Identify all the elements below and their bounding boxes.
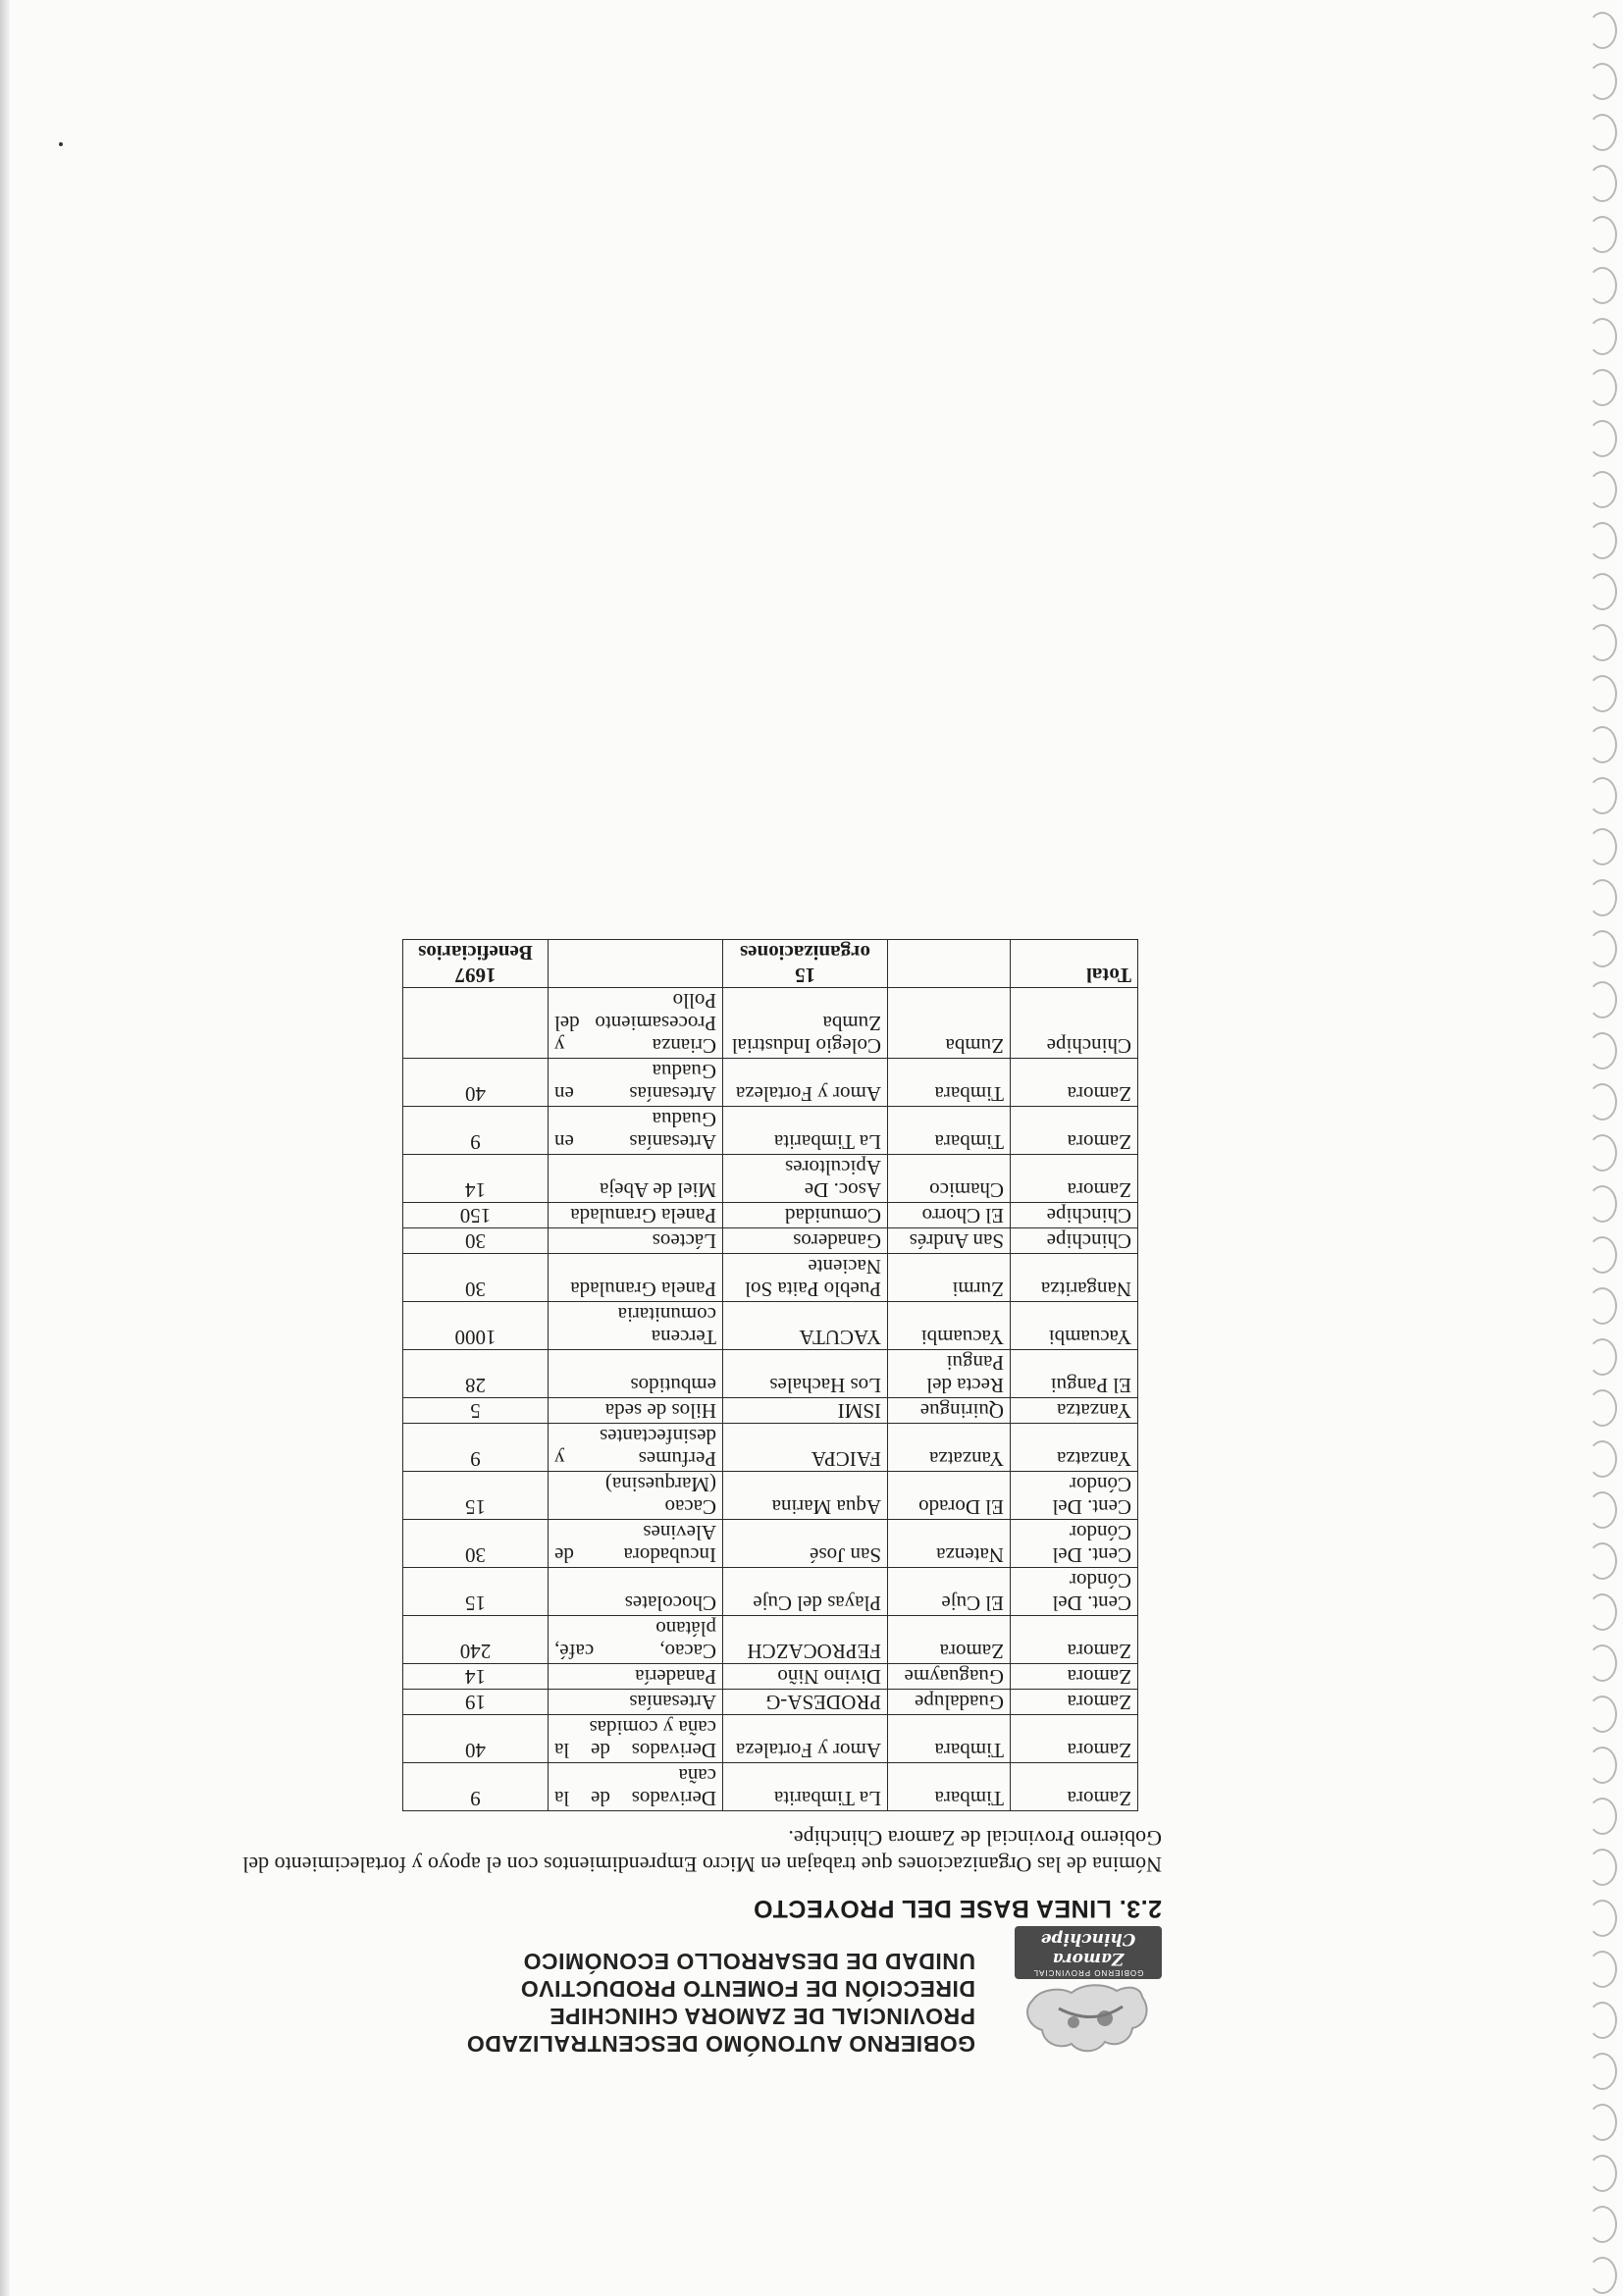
beneficiaries-cell: 9 (403, 1424, 549, 1472)
canton-cell: Chinchipe (1011, 988, 1138, 1059)
parish-cell: Recta del Pangui (888, 1350, 1011, 1398)
beneficiaries-cell: 19 (403, 1690, 549, 1715)
canton-cell: Zamora (1011, 1763, 1138, 1811)
organization-cell: Amor y Fortaleza (723, 1059, 888, 1107)
beneficiaries-cell: 30 (403, 1254, 549, 1302)
canton-cell: Cent. Del Cóndor (1011, 1520, 1138, 1568)
organization-cell: Ganaderos (723, 1228, 888, 1254)
canton-cell: Zamora (1011, 1664, 1138, 1690)
canton-cell: Cent. Del Cóndor (1011, 1568, 1138, 1616)
org-line: PROVINCIAL DE ZAMORA CHINCHIPE (549, 2004, 975, 2029)
product-cell: embutidos (549, 1350, 723, 1398)
canton-cell: Yacuambi (1011, 1302, 1138, 1350)
table-row (403, 1228, 1138, 1254)
table-row (403, 1155, 1138, 1203)
parish-cell: Zamora (888, 1616, 1011, 1664)
table-row (403, 1690, 1138, 1715)
province-logo (1015, 1929, 1162, 2065)
parish-cell: Chamico (888, 1155, 1011, 1203)
organization-cell: La Timbarita (723, 1763, 888, 1811)
product-cell: Artesanías (549, 1690, 723, 1715)
document-content (151, 939, 1162, 2075)
canton-cell: Chinchipe (1011, 1203, 1138, 1228)
letterhead (151, 1928, 1162, 2075)
parish-cell: El Chorro (888, 1203, 1011, 1228)
canton-cell: Zamora (1011, 1155, 1138, 1203)
parish-cell: Guaguayme (888, 1664, 1011, 1690)
parish-cell: Timbara (888, 1763, 1011, 1811)
organizations-table (402, 939, 1138, 1811)
product-cell: Panela Granulada (549, 1254, 723, 1302)
table-row (403, 1664, 1138, 1690)
table-row (403, 1107, 1138, 1155)
organization-name (466, 1948, 975, 2058)
parish-cell: Guadalupe (888, 1690, 1011, 1715)
organization-cell: Los Hachales (723, 1350, 888, 1398)
total-label: Total (1011, 940, 1138, 988)
province-map-icon (1015, 1977, 1162, 2065)
canton-cell: Zamora (1011, 1107, 1138, 1155)
organization-cell: PRODESA-G (723, 1690, 888, 1715)
canton-cell: Cent. Del Cóndor (1011, 1472, 1138, 1520)
product-cell: Artesanías en Guadua (549, 1107, 723, 1155)
org-line: DIRECCIÓN DE FOMENTO PRODUCTIVO (520, 1976, 975, 2002)
product-cell: Lácteos (549, 1228, 723, 1254)
canton-cell: Zamora (1011, 1059, 1138, 1107)
parish-cell: San Andrés (888, 1228, 1011, 1254)
canton-cell: El Pangui (1011, 1350, 1138, 1398)
canton-cell: Yanzatza (1011, 1424, 1138, 1472)
organization-cell: Aqua Marina (723, 1472, 888, 1520)
product-cell: Chocolates (549, 1568, 723, 1616)
table-row (403, 1520, 1138, 1568)
parish-cell: Timbara (888, 1107, 1011, 1155)
canton-cell: Zamora (1011, 1690, 1138, 1715)
product-cell: Incubadora de Alevines (549, 1520, 723, 1568)
beneficiaries-cell: 15 (403, 1472, 549, 1520)
product-cell: Hilos de seda (549, 1398, 723, 1424)
table-row (403, 1398, 1138, 1424)
product-cell: Artesanías en Guadua (549, 1059, 723, 1107)
logo-small-text: GOBIERNO PROVINCIAL (1032, 1968, 1144, 1977)
table-row (403, 1715, 1138, 1763)
table-row (403, 1616, 1138, 1664)
parish-cell: Zurmi (888, 1254, 1011, 1302)
parish-cell: Quiringue (888, 1398, 1011, 1424)
beneficiaries-cell: 5 (403, 1398, 549, 1424)
beneficiaries-cell: 14 (403, 1155, 549, 1203)
parish-cell: Yacuambi (888, 1302, 1011, 1350)
table-row (403, 988, 1138, 1059)
organization-cell: ISMI (723, 1398, 888, 1424)
beneficiaries-cell: 9 (403, 1107, 549, 1155)
parish-cell: Zumba (888, 988, 1011, 1059)
total-organizations: 15 organizaciones (723, 940, 888, 988)
table-row (403, 1059, 1138, 1107)
table-row (403, 1203, 1138, 1228)
organization-cell: Comunidad (723, 1203, 888, 1228)
table-row (403, 1472, 1138, 1520)
organization-cell: Asoc. De Apicultores (723, 1155, 888, 1203)
table-row (403, 1424, 1138, 1472)
organization-cell: FEPROCAZCH (723, 1616, 888, 1664)
beneficiaries-cell: 14 (403, 1664, 549, 1690)
table-row (403, 1254, 1138, 1302)
product-cell: Panela Granulada (549, 1203, 723, 1228)
canton-cell: Yanzatza (1011, 1398, 1138, 1424)
organization-cell: San José (723, 1520, 888, 1568)
section-title: 2.3. LINEA BASE DEL PROYECTO (753, 1895, 1162, 1922)
beneficiaries-cell: 28 (403, 1350, 549, 1398)
organization-cell: Colegio Industrial Zumba (723, 988, 888, 1059)
organization-cell: Divino Niño (723, 1664, 888, 1690)
parish-cell: El Dorado (888, 1472, 1011, 1520)
table-row (403, 1302, 1138, 1350)
canton-cell: Chinchipe (1011, 1228, 1138, 1254)
logo-badge (1015, 1926, 1162, 1979)
parish-cell: Natenza (888, 1520, 1011, 1568)
beneficiaries-cell: 150 (403, 1203, 549, 1228)
organization-cell: Amor y Fortaleza (723, 1715, 888, 1763)
organization-cell: Pueblo Paita Sol Naciente (723, 1254, 888, 1302)
product-cell: Panadería (549, 1664, 723, 1690)
parish-cell: Timbara (888, 1715, 1011, 1763)
canton-cell: Zamora (1011, 1715, 1138, 1763)
organization-cell: Playas del Cuje (723, 1568, 888, 1616)
parish-cell: Timbara (888, 1059, 1011, 1107)
product-cell: Cacao (Marquesina) (549, 1472, 723, 1520)
product-cell: Crianza y Procesamiento del Pollo (549, 988, 723, 1059)
product-cell: Tercena comunitaria (549, 1302, 723, 1350)
organization-cell: FAICPA (723, 1424, 888, 1472)
organization-cell: YACUTA (723, 1302, 888, 1350)
org-line: UNIDAD DE DESARROLLO ECONÓMICO (523, 1949, 975, 1974)
table-cell (549, 940, 723, 988)
logo-script-text: Zamora Chinchipe (1040, 1929, 1136, 1968)
canton-cell: Zamora (1011, 1616, 1138, 1664)
product-cell: Derivados de la caña (549, 1763, 723, 1811)
product-cell: Cacao, café, plátano (549, 1616, 723, 1664)
product-cell: Perfumes y desinfectantes (549, 1424, 723, 1472)
org-line: GOBIERNO AUTONÓMO DESCENTRALIZADO (466, 2031, 975, 2057)
table-row (403, 1568, 1138, 1616)
total-beneficiaries: 1697 Beneficiarios (403, 940, 549, 988)
table-total-row (403, 940, 1138, 988)
table-cell (888, 940, 1011, 988)
parish-cell: Yanzatza (888, 1424, 1011, 1472)
beneficiaries-cell: 9 (403, 1763, 549, 1811)
beneficiaries-cell: 40 (403, 1715, 549, 1763)
organization-cell: La Timbarita (723, 1107, 888, 1155)
canton-cell: Nangaritza (1011, 1254, 1138, 1302)
intro-paragraph: Nómina de las Organizaciones que trabajan en Micro Emprendimientos con el apoyo y fortalecimiento del Gobierno Provincial de Zamora Chinchipe. (242, 1826, 1162, 1877)
table-row (403, 1350, 1138, 1398)
beneficiaries-cell: 240 (403, 1616, 549, 1664)
product-cell: Miel de Abeja (549, 1155, 723, 1203)
beneficiaries-cell: 40 (403, 1059, 549, 1107)
table-row (403, 1763, 1138, 1811)
beneficiaries-cell: 15 (403, 1568, 549, 1616)
product-cell: Derivados de la caña y comidas (549, 1715, 723, 1763)
beneficiaries-cell (403, 988, 549, 1059)
beneficiaries-cell: 30 (403, 1520, 549, 1568)
table-body (403, 940, 1138, 1811)
parish-cell: El Cuje (888, 1568, 1011, 1616)
beneficiaries-cell: 1000 (403, 1302, 549, 1350)
beneficiaries-cell: 30 (403, 1228, 549, 1254)
